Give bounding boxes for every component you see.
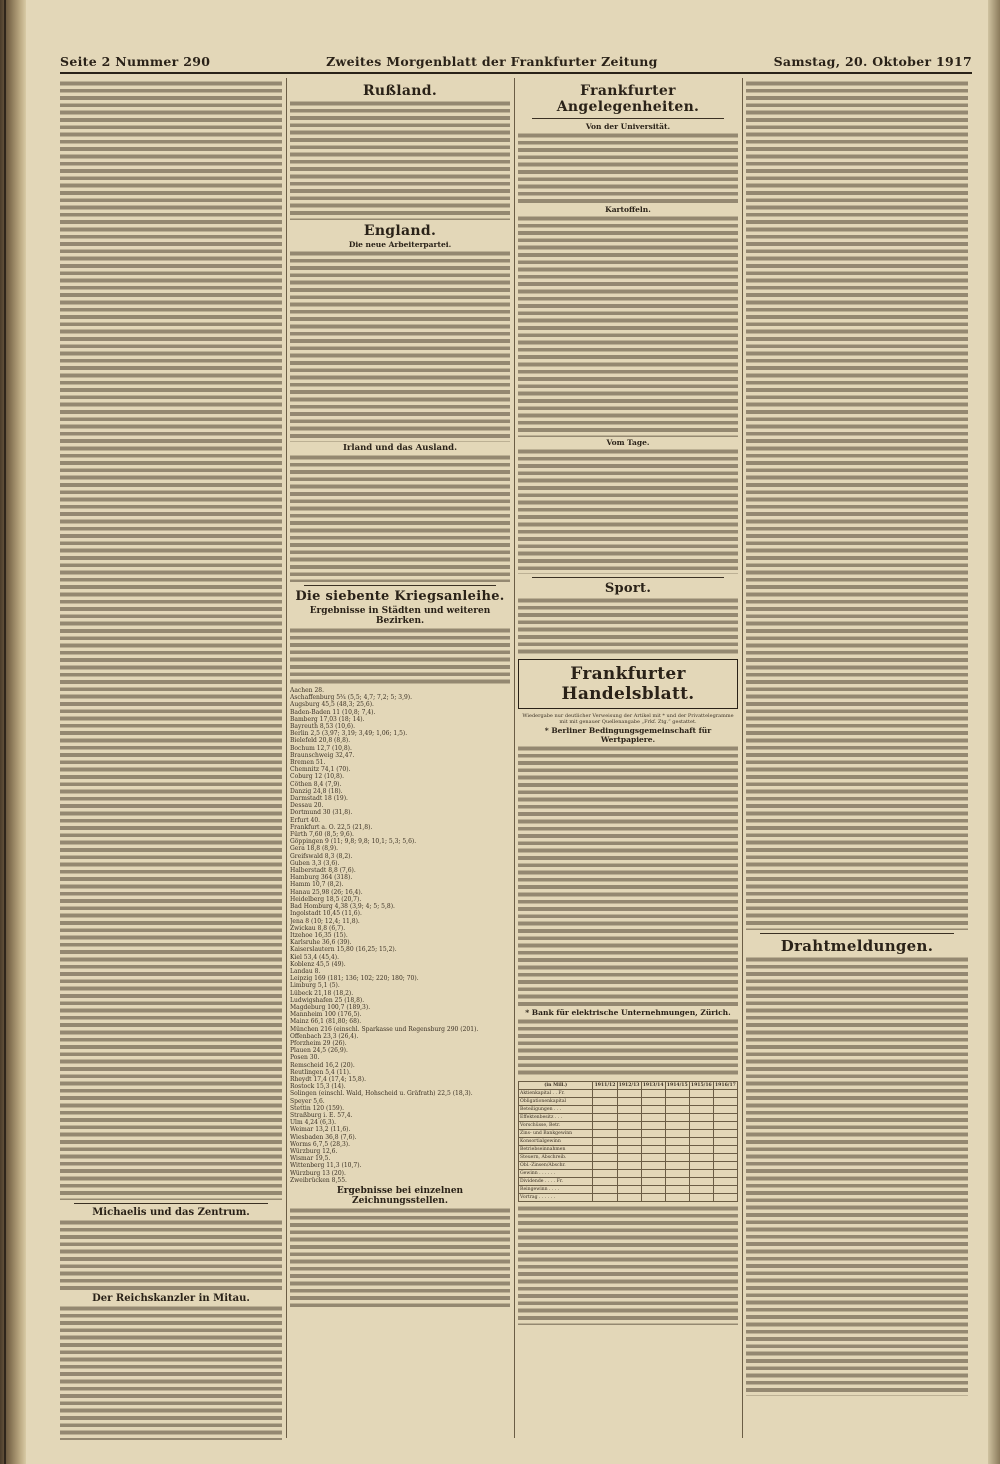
table-cell — [593, 1106, 617, 1114]
article-body — [518, 132, 738, 204]
handelsblatt-notice: Wiedergabe nur deutlicher Verweisung der Artikel mit * und der Privattelegramme mit mit genauer Quellenangabe „Frkf. Ztg.“ gestattet. — [522, 713, 734, 725]
city-result-item: Chemnitz 74,1 (70). — [290, 766, 351, 774]
table-header-cell: 1913/14 — [642, 1083, 664, 1088]
table-row-label: Aktienkapital . . Fr. — [519, 1090, 593, 1098]
article-body — [518, 448, 738, 574]
city-result-item: Würzburg 13 (20). — [290, 1169, 346, 1177]
headline-kriegsanleihe: Die siebente Kriegsanleihe. — [295, 589, 505, 604]
table-cell — [689, 1146, 713, 1154]
table-cell — [641, 1146, 665, 1154]
city-result-item: Solingen (einschl. Wald, Hohscheid u. Gräfrath) 22,5 (18,3). — [290, 1090, 473, 1098]
headline-sport: Sport. — [604, 581, 652, 596]
city-result-item: Leipzig 169 (181; 136; 102; 220; 180; 70). — [290, 975, 419, 983]
city-result-item: Karlsruhe 36,6 (39). — [290, 939, 352, 947]
city-result-item: Plauen 24,5 (26,9). — [290, 1047, 348, 1055]
city-result-item: Wittenberg 11,3 (10,7). — [290, 1162, 362, 1170]
table-cell — [617, 1186, 641, 1194]
table-cell — [593, 1122, 617, 1130]
table-cell — [617, 1106, 641, 1114]
table-cell — [665, 1194, 689, 1202]
table-cell — [641, 1162, 665, 1170]
city-result-item: Kiel 53,4 (45,4). — [290, 953, 339, 961]
table-cell — [617, 1138, 641, 1146]
article-body — [290, 250, 510, 442]
table-header-cell: 1912/13 — [618, 1083, 640, 1088]
city-result-item: Zwickau 8,8 (6,7). — [290, 924, 346, 932]
table-cell — [713, 1170, 737, 1178]
column-3 — [518, 80, 738, 1440]
table-cell — [641, 1130, 665, 1138]
article-body — [290, 627, 510, 687]
issue-date: Samstag, 20. Oktober 1917 — [773, 53, 972, 69]
table-row-label: Reingewinn . . . . — [519, 1186, 593, 1194]
headline-michaelis: Michaelis und das Zentrum. — [92, 1207, 250, 1218]
article-body — [290, 100, 510, 220]
table-cell — [641, 1114, 665, 1122]
table-cell — [689, 1090, 713, 1098]
table-cell — [617, 1194, 641, 1202]
city-result-item: Magdeburg 100,7 (189,3). — [290, 1003, 371, 1011]
city-result-item: Speyer 5,6. — [290, 1097, 325, 1105]
article-body — [60, 80, 282, 1200]
headline-russland: Rußland. — [362, 83, 438, 99]
city-result-item: Rostock 15,3 (14). — [290, 1083, 346, 1091]
table-cell — [689, 1178, 713, 1186]
table-row — [519, 1114, 738, 1122]
table-cell — [665, 1154, 689, 1162]
city-result-item: Greifswald 8,3 (8,2). — [290, 852, 353, 860]
table-cell — [641, 1154, 665, 1162]
column-divider — [286, 78, 287, 1438]
city-result-item: Jena 8 (10; 12,4; 11,8). — [290, 917, 360, 925]
table-cell — [617, 1162, 641, 1170]
table-cell — [593, 1162, 617, 1170]
city-result-item: Guben 3,3 (3,6). — [290, 859, 340, 867]
city-result-item: Remscheid 16,2 (20). — [290, 1061, 355, 1069]
book-binding — [0, 0, 26, 1464]
table-cell — [665, 1146, 689, 1154]
city-result-item: Bad Homburg 4,38 (3,9; 4; 5; 5,8). — [290, 903, 395, 911]
city-result-item: Dessau 20. — [290, 802, 324, 810]
headline-handelsblatt: Frankfurter Handelsblatt. — [518, 659, 738, 709]
city-result-item: Göppingen 9 (11; 9,8; 9,8; 10,1; 5,3; 5,6). — [290, 838, 417, 846]
subhead-bank: * Bank für elektrische Unternehmungen, Zürich. — [525, 1008, 731, 1017]
city-result-item: Braunschweig 32,47. — [290, 751, 355, 759]
article-body — [746, 80, 968, 930]
table-cell — [665, 1090, 689, 1098]
table-cell — [689, 1186, 713, 1194]
table-cell — [641, 1194, 665, 1202]
city-result-item: Bamberg 17,03 (18; 14). — [290, 715, 365, 723]
table-cell — [641, 1098, 665, 1106]
article-body — [518, 745, 738, 1007]
article-body — [518, 597, 738, 655]
city-result-item: Danzig 24,8 (18). — [290, 787, 343, 795]
table-row — [519, 1186, 738, 1194]
divider — [304, 585, 496, 586]
table-cell — [713, 1114, 737, 1122]
table-row — [519, 1122, 738, 1130]
table-row — [519, 1194, 738, 1202]
table-cell — [689, 1122, 713, 1130]
article-body — [290, 454, 510, 582]
city-result-item: Posen 30. — [290, 1054, 320, 1062]
table-row — [519, 1154, 738, 1162]
table-cell — [689, 1130, 713, 1138]
city-result-item: Koblenz 45,5 (49). — [290, 960, 346, 968]
table-row — [519, 1146, 738, 1154]
city-result-item: Cöthen 8,4 (7,9). — [290, 780, 342, 788]
table-row — [519, 1106, 738, 1114]
table-cell — [665, 1114, 689, 1122]
table-cell — [593, 1114, 617, 1122]
city-result-item: Kaiserslautern 15,80 (16,25; 15,2). — [290, 946, 397, 954]
headline-reichskanzler: Der Reichskanzler in Mitau. — [92, 1293, 250, 1304]
table-cell — [593, 1170, 617, 1178]
table-row-label: Obl.-Zinsen/Abschr. — [519, 1162, 593, 1170]
table-cell — [689, 1138, 713, 1146]
table-cell — [713, 1106, 737, 1114]
city-result-item: München 216 (einschl. Sparkasse und Regensburg 290 (201). — [290, 1025, 479, 1033]
city-result-item: Weimar 13,2 (11,6). — [290, 1126, 351, 1134]
page-header — [60, 50, 972, 72]
divider — [532, 118, 724, 119]
city-result-item: Landau 8. — [290, 967, 321, 975]
table-row-label: Obligationenkapital — [519, 1098, 593, 1106]
table-cell — [689, 1114, 713, 1122]
city-results-list — [290, 687, 510, 1184]
table-cell — [641, 1122, 665, 1130]
subhead-arbeiterpartei: Die neue Arbeiterpartei. — [348, 240, 452, 249]
page-edge — [988, 0, 1000, 1464]
city-result-item: Ulm 4,24 (6,3). — [290, 1119, 336, 1127]
article-body — [518, 1205, 738, 1325]
city-result-item: Limburg 5,1 (5). — [290, 982, 340, 990]
table-cell — [713, 1146, 737, 1154]
table-cell — [593, 1194, 617, 1202]
table-cell — [617, 1090, 641, 1098]
table-cell — [713, 1130, 737, 1138]
city-result-item: Lübeck 21,18 (18,2). — [290, 989, 354, 997]
table-cell — [713, 1162, 737, 1170]
subhead-ergebnisse: Ergebnisse in Städten und weiteren Bezirken. — [309, 606, 491, 626]
table-cell — [593, 1090, 617, 1098]
headline-irland: Irland und das Ausland. — [342, 443, 458, 453]
table-row — [519, 1138, 738, 1146]
city-result-item: Würzburg 12,6. — [290, 1148, 338, 1155]
table-cell — [617, 1170, 641, 1178]
city-result-item: Baden-Baden 11 (10,8; 7,4). — [290, 708, 376, 716]
headline-england: England. — [363, 223, 437, 239]
table-cell — [593, 1146, 617, 1154]
column-1 — [60, 80, 282, 1440]
city-result-item: Berlin 2,5 (3,97; 3,19; 3,49; 1,06; 1,5). — [290, 730, 408, 738]
table-cell — [641, 1106, 665, 1114]
table-cell — [617, 1154, 641, 1162]
table-row-label: Beteiligungen . . . — [519, 1106, 593, 1114]
city-result-item: Itzehoe 16,35 (15). — [290, 931, 348, 939]
table-cell — [593, 1098, 617, 1106]
city-result-item: Dortmund 30 (31,8). — [290, 809, 353, 817]
table-cell — [665, 1178, 689, 1186]
table-cell — [689, 1154, 713, 1162]
table-header-cell: 1915/16 — [690, 1083, 712, 1088]
table-cell — [641, 1138, 665, 1146]
table-row-label: Vortrag . . . . . . — [519, 1194, 593, 1202]
city-result-item: Augsburg 45,5 (48,3; 25,6). — [290, 701, 374, 709]
city-result-item: Bremen 51. — [290, 759, 326, 767]
city-result-item: Ingolstadt 10,45 (11,6). — [290, 910, 362, 918]
article-body — [518, 215, 738, 437]
divider — [532, 577, 724, 578]
column-divider — [742, 78, 743, 1438]
city-result-item: Darmstadt 18 (19). — [290, 795, 348, 803]
page-number: Seite 2 Nummer 290 — [60, 53, 211, 69]
table-cell — [617, 1122, 641, 1130]
table-header-cell: 1916/17 — [714, 1083, 736, 1088]
city-result-item: Wismar 19,5. — [290, 1155, 331, 1163]
table-row-label: Zins- und Bankgewinn — [519, 1130, 593, 1138]
divider — [74, 1203, 268, 1204]
city-result-item: Hamm 10,7 (8,2). — [290, 881, 344, 889]
table-row-label: Betriebseinnahmen — [519, 1146, 593, 1154]
city-result-item: Fürth 7,60 (8,5; 9,6). — [290, 831, 354, 839]
city-result-item: Ludwigshafen 25 (18,8). — [290, 996, 365, 1004]
column-2 — [290, 80, 510, 1440]
table-cell — [689, 1170, 713, 1178]
table-row-label: Steuern, Abschreib. — [519, 1154, 593, 1162]
city-result-item: Mainz 66,1 (81,80; 68). — [290, 1018, 362, 1026]
table-cell — [593, 1154, 617, 1162]
table-cell — [665, 1138, 689, 1146]
table-row — [519, 1098, 738, 1106]
table-cell — [713, 1194, 737, 1202]
article-body — [290, 1207, 510, 1307]
city-result-item: Wiesbaden 36,8 (7,6). — [290, 1133, 357, 1141]
table-cell — [689, 1194, 713, 1202]
table-cell — [641, 1170, 665, 1178]
table-cell — [713, 1178, 737, 1186]
article-body — [518, 1018, 738, 1078]
headline-zeichnungsstellen: Ergebnisse bei einzelnen Zeichnungsstellen. — [336, 1186, 464, 1207]
table-row — [519, 1130, 738, 1138]
city-result-item: Heidelberg 18,5 (20,7). — [290, 895, 362, 903]
table-cell — [713, 1122, 737, 1130]
table-cell — [713, 1154, 737, 1162]
table-cell — [641, 1186, 665, 1194]
table-row-label: Dividende . . . . Fr. — [519, 1178, 593, 1186]
table-cell — [593, 1130, 617, 1138]
article-body — [746, 956, 968, 1396]
city-result-item: Hanau 25,98 (26; 16,4). — [290, 888, 363, 896]
masthead-title: Zweites Morgenblatt der Frankfurter Zeitung — [326, 53, 658, 69]
table-cell — [713, 1186, 737, 1194]
city-result-item: Rheydt 17,4 (17,4; 15,8). — [290, 1075, 366, 1083]
city-result-item: Bielefeld 20,8 (8,8). — [290, 737, 351, 745]
city-result-item: Bayreuth 8,53 (10,6). — [290, 723, 356, 731]
table-cell — [713, 1098, 737, 1106]
headline-frankfurter: Frankfurter Angelegenheiten. — [556, 83, 700, 115]
bank-financial-table — [518, 1081, 738, 1202]
table-cell — [689, 1162, 713, 1170]
city-result-item: Aschaffenburg 5¾ (5,5; 4,7; 7,2; 5; 3,9). — [290, 694, 413, 702]
table-row — [519, 1090, 738, 1098]
table-cell — [665, 1186, 689, 1194]
table-cell — [665, 1106, 689, 1114]
table-cell — [665, 1122, 689, 1130]
column-4 — [746, 80, 968, 1440]
table-cell — [593, 1178, 617, 1186]
city-result-item: Aachen 28. — [290, 687, 324, 694]
table-cell — [593, 1138, 617, 1146]
headline-drahtmeldungen: Drahtmeldungen. — [780, 937, 934, 955]
table-row-label: Konsortialgewinn — [519, 1138, 593, 1146]
city-result-item: Coburg 12 (10,8). — [290, 773, 345, 781]
city-result-item: Halberstadt 8,8 (7,6). — [290, 867, 356, 875]
table-cell — [713, 1090, 737, 1098]
table-row — [519, 1162, 738, 1170]
city-result-item: Frankfurt a. O. 22,5 (21,8). — [290, 823, 373, 831]
table-cell — [617, 1178, 641, 1186]
city-result-item: Mannheim 100 (176,5). — [290, 1011, 362, 1019]
table-header-cell: (in Mill.) — [519, 1082, 593, 1090]
table-cell — [593, 1186, 617, 1194]
subhead-tage: Vom Tage. — [606, 438, 650, 447]
table-cell — [713, 1138, 737, 1146]
city-result-item: Stettin 120 (159). — [290, 1104, 344, 1112]
table-cell — [641, 1090, 665, 1098]
table-cell — [617, 1098, 641, 1106]
table-row — [519, 1170, 738, 1178]
column-divider — [514, 78, 515, 1438]
header-rule — [60, 72, 972, 74]
city-result-item: Worms 6,7,5 (28,3). — [290, 1140, 351, 1148]
city-result-item: Bochum 12,7 (10,8). — [290, 744, 352, 752]
table-cell — [665, 1098, 689, 1106]
city-result-item: Pforzheim 29 (26). — [290, 1039, 347, 1047]
table-cell — [665, 1170, 689, 1178]
table-row-label: Vorschüsse, Betr. — [519, 1122, 593, 1130]
table-cell — [617, 1114, 641, 1122]
table-cell — [689, 1098, 713, 1106]
divider — [760, 933, 954, 934]
table-cell — [689, 1106, 713, 1114]
table-cell — [665, 1130, 689, 1138]
article-body — [60, 1305, 282, 1440]
city-result-item: Zweibrücken 8,55. — [290, 1176, 347, 1184]
city-result-item: Reutlingen 5,4 (11). — [290, 1068, 351, 1076]
city-result-item: Gera 18,8 (8,9). — [290, 845, 339, 853]
table-row-label: Gewinn . . . . . . — [519, 1170, 593, 1178]
subhead-berliner: * Berliner Bedingungsgemeinschaft für Wertpapiere. — [544, 726, 712, 744]
subhead-kartoffeln: Kartoffeln. — [605, 205, 651, 214]
table-header-cell: 1911/12 — [594, 1083, 616, 1088]
table-header-cell: 1914/15 — [666, 1083, 688, 1088]
table-cell — [641, 1178, 665, 1186]
table-cell — [665, 1162, 689, 1170]
city-result-item: Offenbach 23,3 (26,4). — [290, 1032, 359, 1040]
table-cell — [617, 1146, 641, 1154]
city-result-item: Hamburg 364 (318). — [290, 874, 353, 882]
table-row-label: Effektenbesitz . . . — [519, 1114, 593, 1122]
subhead-universitaet: Von der Universität. — [585, 122, 671, 131]
city-result-item: Erfurt 40. — [290, 816, 321, 824]
city-result-item: Straßburg i. E. 57,4. — [290, 1111, 353, 1119]
article-body — [60, 1219, 282, 1291]
table-row — [519, 1178, 738, 1186]
table-cell — [617, 1130, 641, 1138]
